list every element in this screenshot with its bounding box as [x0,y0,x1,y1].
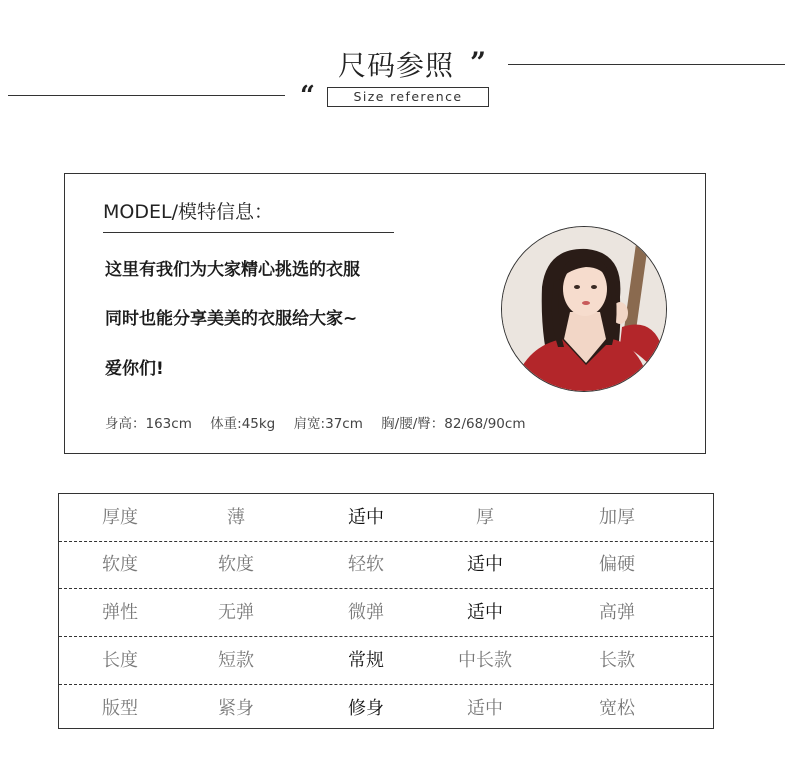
fabric-attribute-table [58,493,714,729]
attribute-row-thickness [59,494,713,542]
attribute-option: 紧身 [218,698,254,719]
attribute-row-fit [59,685,713,732]
attribute-label: 厚度 [102,507,138,528]
model-measurements [105,414,539,434]
attribute-option: 中长款 [458,650,512,671]
attribute-option: 无弹 [218,602,254,623]
header-rule-left [8,95,285,96]
model-info-title: MODEL/模特信息： [103,201,273,223]
attribute-option: 短款 [218,650,254,671]
attribute-option: 加厚 [599,507,635,528]
model-shoulder: 肩宽:37cm [293,416,363,432]
attribute-option-selected: 适中 [467,554,503,575]
model-bust-waist-hip: 胸/腰/臀：82/68/90cm [381,416,526,432]
attribute-label: 弹性 [102,602,138,623]
close-quote-mark: ” [470,46,487,79]
model-message-line: 同时也能分享美美的衣服给大家~ [105,309,358,329]
attribute-option: 软度 [218,554,254,575]
open-quote-mark: “ [300,81,315,111]
model-message-line: 这里有我们为大家精心挑选的衣服 [105,260,360,280]
model-height: 身高：163cm [105,416,192,432]
attribute-option: 厚 [476,507,494,528]
model-message-line: 爱你们! [105,359,164,379]
attribute-option-selected: 适中 [467,602,503,623]
attribute-option: 薄 [227,507,245,528]
model-weight: 体重:45kg [210,416,276,432]
attribute-option-selected: 修身 [348,698,384,719]
attribute-option-selected: 常规 [348,650,384,671]
attribute-option: 偏硬 [599,554,635,575]
model-photo-illustration [502,227,667,392]
model-title-underline [103,232,394,233]
model-info-card [64,173,706,454]
attribute-label: 版型 [102,698,138,719]
attribute-row-softness [59,541,713,589]
attribute-option: 宽松 [599,698,635,719]
attribute-label: 长度 [102,650,138,671]
attribute-option: 轻软 [348,554,384,575]
attribute-option: 高弹 [599,602,635,623]
page-title: 尺码参照 [338,49,455,82]
attribute-option: 适中 [467,698,503,719]
attribute-row-length [59,637,713,685]
attribute-option: 微弹 [348,602,384,623]
header-rule-right [508,64,785,65]
model-photo-avatar [501,226,667,392]
attribute-option-selected: 适中 [348,507,384,528]
attribute-row-elasticity [59,589,713,637]
attribute-option: 长款 [599,650,635,671]
attribute-label: 软度 [102,554,138,575]
page-subtitle: Size reference [327,87,489,107]
